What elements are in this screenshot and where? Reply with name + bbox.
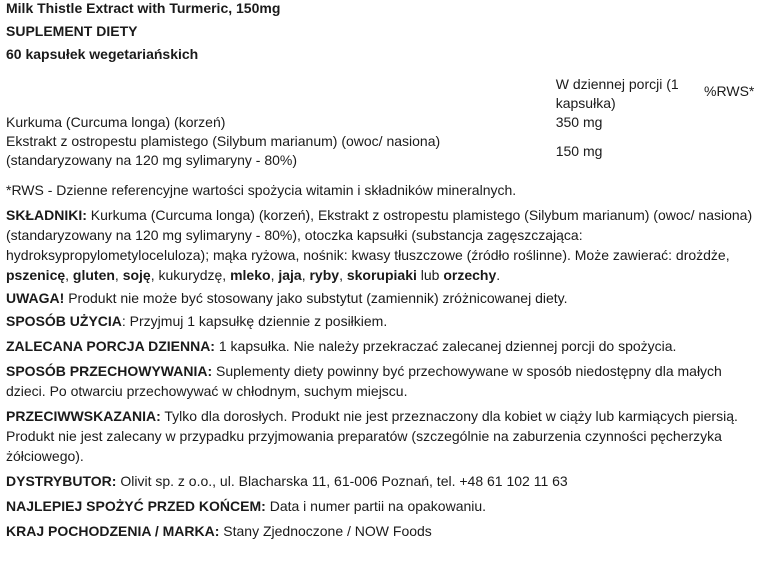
best-before-text: Data i numer partii na opakowaniu. xyxy=(265,498,487,514)
rws-header: %RWS* xyxy=(704,83,755,99)
allergen-eggs: jaja xyxy=(278,267,302,283)
capsule-count: 60 kapsułek wegetariańskich xyxy=(6,46,199,62)
ingredients-section xyxy=(6,205,758,285)
ingredients-sep: , xyxy=(270,267,279,283)
header-empty-cell xyxy=(6,75,556,113)
distributor-label: DYSTRYBUTOR: xyxy=(6,473,117,489)
ingredients-text: Kurkuma (Curcuma longa) (korzeń), Ekstrakt z ostropestu plamistego (Silybum marianum) (owoc/ nasiona) (standaryzowany na 120 mg sylimaryny - 80%), otoczka kapsułki (substancja zagęszczająca: hydroksypropylometyloceluloza); mąka ryżowa, nośnik: kwasy tłuszczowe (źródło roślinne). Może zawierać: drożdże, xyxy=(6,207,753,263)
usage-section xyxy=(6,311,758,331)
nutrient-name: Ekstrakt z ostropestu plamistego (Silybum marianum) (owoc/ nasiona) (standaryzowany na 120 mg sylimaryny - 80%) xyxy=(6,133,441,168)
ingredients-sep: , xyxy=(301,267,310,283)
warning-text: Produkt nie może być stosowany jako substytut (zamiennik) zróżnicowanej diety. xyxy=(64,290,568,306)
allergen-soy: soję xyxy=(122,267,151,283)
best-before-label: NAJLEPIEJ SPOŻYĆ PRZED KOŃCEM: xyxy=(6,498,266,514)
nutrition-header-row xyxy=(6,75,758,113)
nutrient-amount: 150 mg xyxy=(555,142,603,159)
dose-text: 1 kapsułka. Nie należy przekraczać zalecanej dziennej porcji do spożycia. xyxy=(214,338,677,354)
nutrient-name: Kurkuma (Curcuma longa) (korzeń) xyxy=(6,114,226,130)
distributor-section xyxy=(6,471,758,491)
allergen-nuts: orzechy xyxy=(443,267,497,283)
product-sheet xyxy=(6,0,758,541)
ingredients-sep: , xyxy=(65,267,73,283)
distributor-text: Olivit sp. z o.o., ul. Blacharska 11, 61-006 Poznań, tel. +48 61 102 11 63 xyxy=(116,473,568,489)
contraindications-label: PRZECIWWSKAZANIA: xyxy=(6,408,161,424)
allergen-gluten: gluten xyxy=(72,267,115,283)
nutrient-rws xyxy=(704,132,758,170)
ingredients-sep: lub xyxy=(416,267,444,283)
origin-section xyxy=(6,521,758,541)
allergen-fish: ryby xyxy=(309,267,340,283)
storage-label: SPOSÓB PRZECHOWYWANIA: xyxy=(6,363,213,379)
usage-text: : Przyjmuj 1 kapsułkę dziennie z posiłkiem. xyxy=(121,313,388,329)
best-before-section xyxy=(6,496,758,516)
origin-label: KRAJ POCHODZENIA / MARKA: xyxy=(6,523,220,539)
warning-label: UWAGA! xyxy=(6,290,65,306)
dose-section xyxy=(6,336,758,356)
warning-section xyxy=(6,288,758,308)
contraindications-text: Tylko dla dorosłych. Produkt nie jest przeznaczony dla kobiet w ciąży lub karmiących piersią. Produkt nie jest zalecany w przypadku przyjmowania preparatów (szczególnie na zaburzenia czynności pęcherzyka żółciowego). xyxy=(6,408,738,464)
product-category: SUPLEMENT DIETY xyxy=(6,23,138,39)
rws-footnote: *RWS - Dzienne referencyjne wartości spożycia witamin i składników mineralnych. xyxy=(6,182,517,198)
ingredients-sep: , xyxy=(114,267,123,283)
ingredients-sep: , xyxy=(339,267,347,283)
allergen-wheat: pszenicę xyxy=(6,267,66,283)
ingredients-sep: . xyxy=(496,267,501,283)
origin-text: Stany Zjednoczone / NOW Foods xyxy=(219,523,432,539)
product-title: Milk Thistle Extract with Turmeric, 150mg xyxy=(6,0,281,16)
storage-text: Suplementy diety powinny być przechowywane w sposób niedostępny dla małych dzieci. Po otwarciu przechowywać w chłodnym, suchym miejscu. xyxy=(6,363,722,399)
portion-header: W dziennej porcji (1 kapsułka) xyxy=(555,76,679,111)
allergen-shellfish: skorupiaki xyxy=(346,267,417,283)
nutrient-amount: 350 mg xyxy=(555,114,603,130)
nutrient-rws xyxy=(704,113,758,132)
nutrition-table xyxy=(6,75,758,170)
storage-section xyxy=(6,361,758,401)
ingredients-label: SKŁADNIKI: xyxy=(6,207,87,223)
ingredients-sep: , kukurydzę, xyxy=(150,267,231,283)
allergen-milk: mleko xyxy=(230,267,271,283)
dose-label: ZALECANA PORCJA DZIENNA: xyxy=(6,338,215,354)
usage-label: SPOSÓB UŻYCIA xyxy=(6,313,122,329)
contraindications-section xyxy=(6,406,758,466)
nutrition-row xyxy=(6,113,758,132)
nutrition-row xyxy=(6,132,758,170)
